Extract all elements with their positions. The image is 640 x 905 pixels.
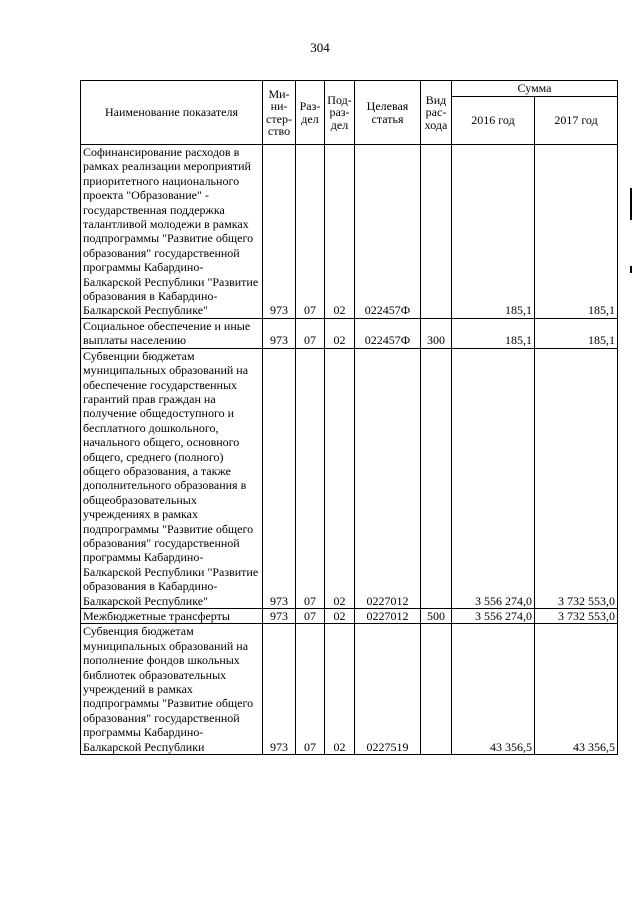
header-section: Раз- дел — [296, 81, 325, 145]
header-name: Наименование показателя — [81, 81, 263, 145]
header-sum: Сумма — [452, 81, 618, 97]
ministry-code-cell: 973 — [263, 609, 296, 624]
amount-2016-cell: 3 556 274,0 — [452, 609, 535, 624]
row-name-cell: Софинансирование расходов в рамках реализации мероприятий приоритетного национального проекта "Образование" - государственная поддержка талантливой молодежи в рамках подпрограммы "Развитие общего образования" государственной программы Кабардино-Балкарской Республики "Развитие образования в Кабардино-Балкарской Республике" — [81, 145, 263, 319]
amount-2016-cell: 185,1 — [452, 145, 535, 319]
target-article-cell: 022457Ф — [355, 318, 421, 348]
subsection-code-cell: 02 — [325, 609, 355, 624]
section-code-cell: 07 — [296, 318, 325, 348]
margin-mark — [630, 266, 632, 273]
ministry-code-cell: 973 — [263, 624, 296, 755]
subsection-code-cell: 02 — [325, 145, 355, 319]
expense-type-cell — [421, 624, 452, 755]
margin-mark — [630, 188, 632, 220]
amount-2017-cell: 185,1 — [535, 318, 618, 348]
table-row — [81, 609, 618, 624]
ministry-code-cell: 973 — [263, 318, 296, 348]
amount-2016-cell: 185,1 — [452, 318, 535, 348]
amount-2017-cell: 43 356,5 — [535, 624, 618, 755]
expense-type-cell — [421, 348, 452, 608]
header-subsection: Под- раз- дел — [325, 81, 355, 145]
header-ministry: Ми- ни- стер- ство — [263, 81, 296, 145]
section-code-cell: 07 — [296, 624, 325, 755]
amount-2017-cell: 3 732 553,0 — [535, 348, 618, 608]
amount-2017-cell: 3 732 553,0 — [535, 609, 618, 624]
target-article-cell: 022457Ф — [355, 145, 421, 319]
section-code-cell: 07 — [296, 145, 325, 319]
subsection-code-cell: 02 — [325, 348, 355, 608]
row-name-cell: Социальное обеспечение и иные выплаты населению — [81, 318, 263, 348]
section-code-cell: 07 — [296, 609, 325, 624]
expense-type-cell: 500 — [421, 609, 452, 624]
header-expense-type: Вид рас- хода — [421, 81, 452, 145]
amount-2017-cell: 185,1 — [535, 145, 618, 319]
row-name-cell: Субвенция бюджетам муниципальных образований на пополнение фондов школьных библиотек образовательных учреждений в рамках подпрограммы "Развитие общего образования" государственной программы Кабардино-Балкарской Республики — [81, 624, 263, 755]
row-name-cell: Межбюджетные трансферты — [81, 609, 263, 624]
subsection-code-cell: 02 — [325, 318, 355, 348]
amount-2016-cell: 3 556 274,0 — [452, 348, 535, 608]
table-row — [81, 318, 618, 348]
header-year-2016: 2016 год — [452, 97, 535, 145]
section-code-cell: 07 — [296, 348, 325, 608]
table-row — [81, 624, 618, 755]
amount-2016-cell: 43 356,5 — [452, 624, 535, 755]
row-name-cell: Субвенции бюджетам муниципальных образований на обеспечение государственных гарантий прав граждан на получение общедоступного и бесплатного дошкольного, начального общего, основного общего, среднего (полного) общего образования, а также дополнительного образования в общеобразовательных учреждениях в рамках подпрограммы "Развитие общего образования" государственной программы Кабардино-Балкарской Республики "Развитие образования в Кабардино-Балкарской Республике" — [81, 348, 263, 608]
page-number: 304 — [310, 40, 330, 55]
expense-type-cell: 300 — [421, 318, 452, 348]
expense-type-cell — [421, 145, 452, 319]
budget-table — [80, 80, 618, 755]
target-article-cell: 0227519 — [355, 624, 421, 755]
ministry-code-cell: 973 — [263, 348, 296, 608]
target-article-cell: 0227012 — [355, 609, 421, 624]
subsection-code-cell: 02 — [325, 624, 355, 755]
header-target: Целевая статья — [355, 81, 421, 145]
ministry-code-cell: 973 — [263, 145, 296, 319]
header-year-2017: 2017 год — [535, 97, 618, 145]
table-row — [81, 348, 618, 608]
target-article-cell: 0227012 — [355, 348, 421, 608]
table-row — [81, 145, 618, 319]
